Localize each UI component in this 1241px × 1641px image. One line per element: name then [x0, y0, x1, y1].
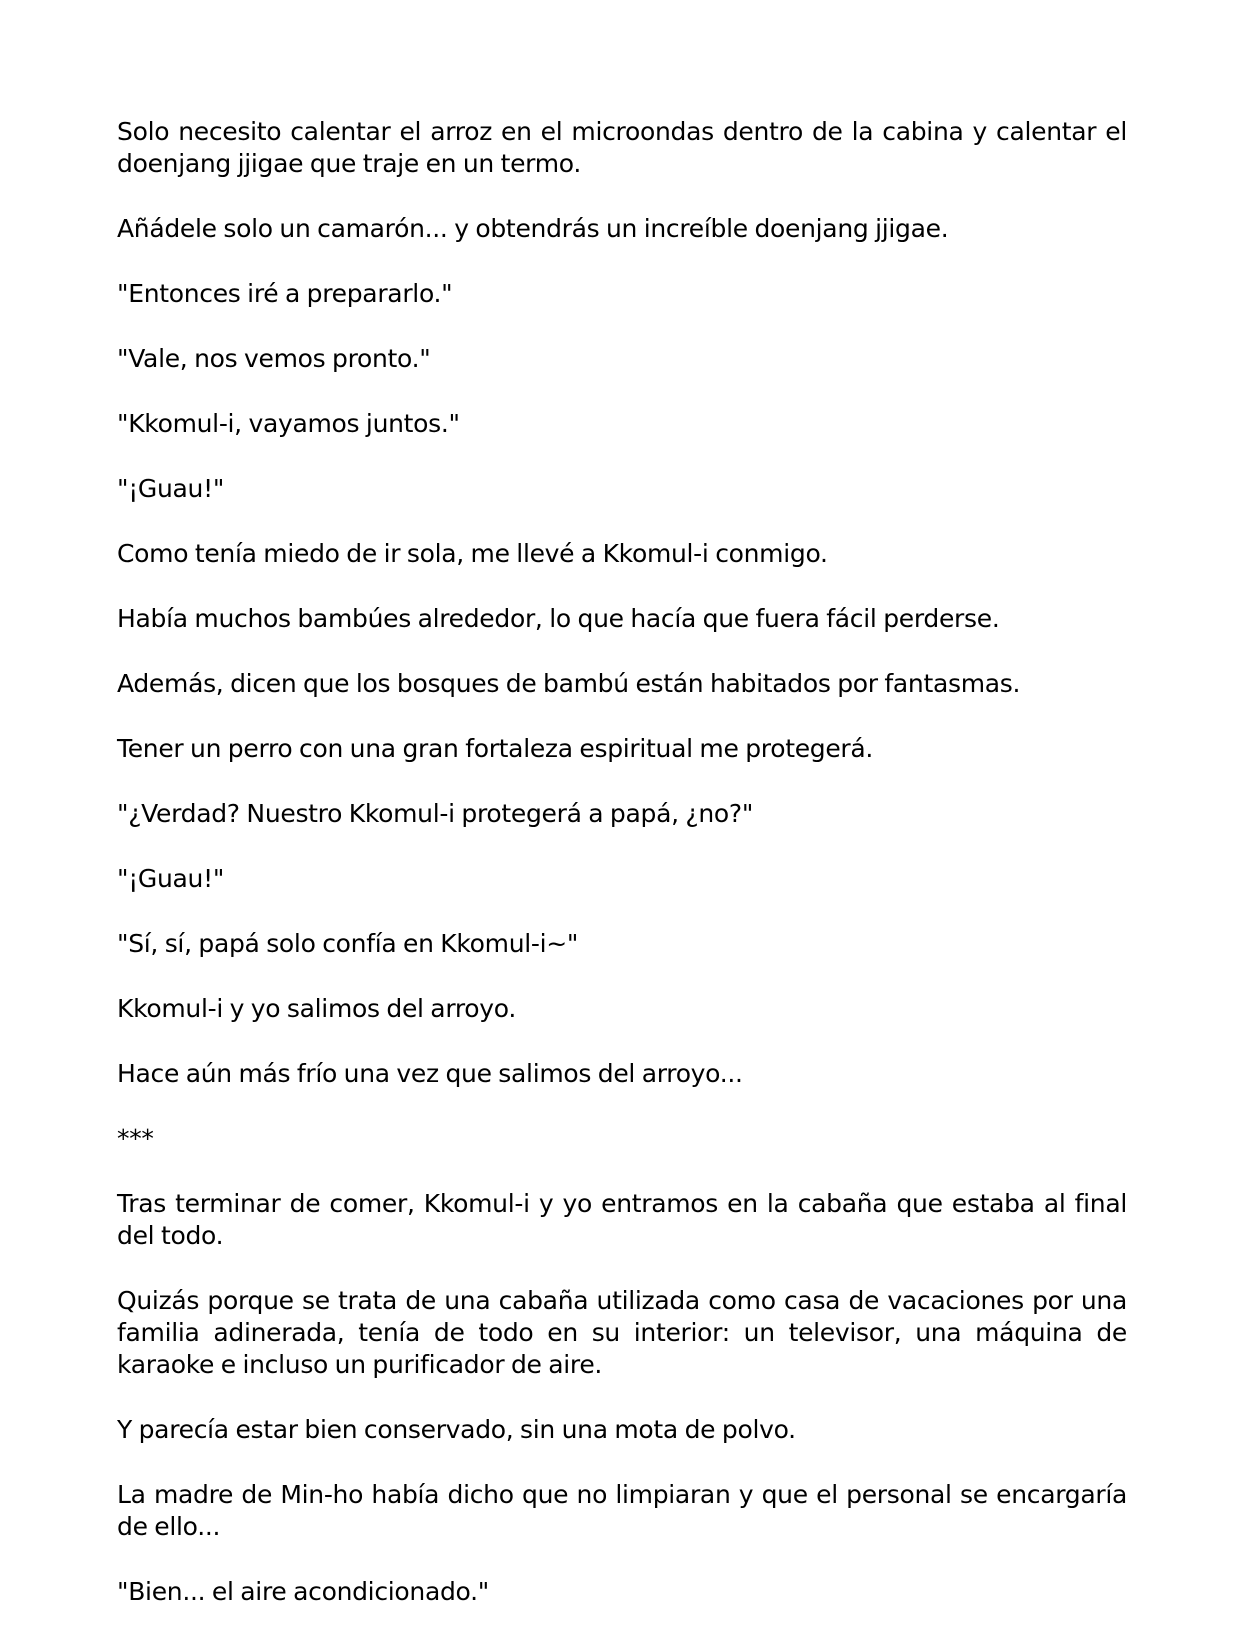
paragraph: Quizás porque se trata de una cabaña utilizada como casa de vacaciones por una familia adinerada, tenía de todo en su interior: un televisor, una máquina de karaoke e incluso un purificador de aire. [117, 1286, 1127, 1379]
paragraph: "Entonces iré a prepararlo." [117, 279, 453, 308]
paragraph: La madre de Min-ho había dicho que no limpiaran y que el personal se encargaría de ello... [117, 1480, 1127, 1541]
paragraph: Solo necesito calentar el arroz en el microondas dentro de la cabina y calentar el doenjang jjigae que traje en un termo. [117, 117, 1127, 178]
paragraph: Como tenía miedo de ir sola, me llevé a Kkomul-i conmigo. [117, 539, 828, 568]
paragraph: Hace aún más frío una vez que salimos del arroyo... [117, 1059, 743, 1088]
paragraph: Tener un perro con una gran fortaleza espiritual me protegerá. [117, 734, 874, 763]
body-text [117, 116, 1127, 1641]
paragraph: Y parecía estar bien conservado, sin una mota de polvo. [117, 1415, 796, 1444]
paragraph: "Kkomul-i, vayamos juntos." [117, 409, 460, 438]
paragraph: Tras terminar de comer, Kkomul-i y yo entramos en la cabaña que estaba al final del todo. [117, 1189, 1127, 1250]
paragraph: Había muchos bambúes alrededor, lo que hacía que fuera fácil perderse. [117, 604, 1000, 633]
paragraph: Añádele solo un camarón... y obtendrás un increíble doenjang jjigae. [117, 214, 949, 243]
paragraph: "Sí, sí, papá solo confía en Kkomul-i~" [117, 929, 579, 958]
paragraph: Kkomul-i y yo salimos del arroyo. [117, 994, 516, 1023]
paragraph: Además, dicen que los bosques de bambú están habitados por fantasmas. [117, 669, 1021, 698]
paragraph: "Vale, nos vemos pronto." [117, 344, 431, 373]
paragraph: "¿Verdad? Nuestro Kkomul-i protegerá a papá, ¿no?" [117, 799, 754, 828]
paragraph: "Bien... el aire acondicionado." [117, 1577, 489, 1606]
paragraph: "¡Guau!" [117, 864, 225, 893]
scene-break: *** [117, 1124, 154, 1153]
paragraph: "¡Guau!" [117, 474, 225, 503]
